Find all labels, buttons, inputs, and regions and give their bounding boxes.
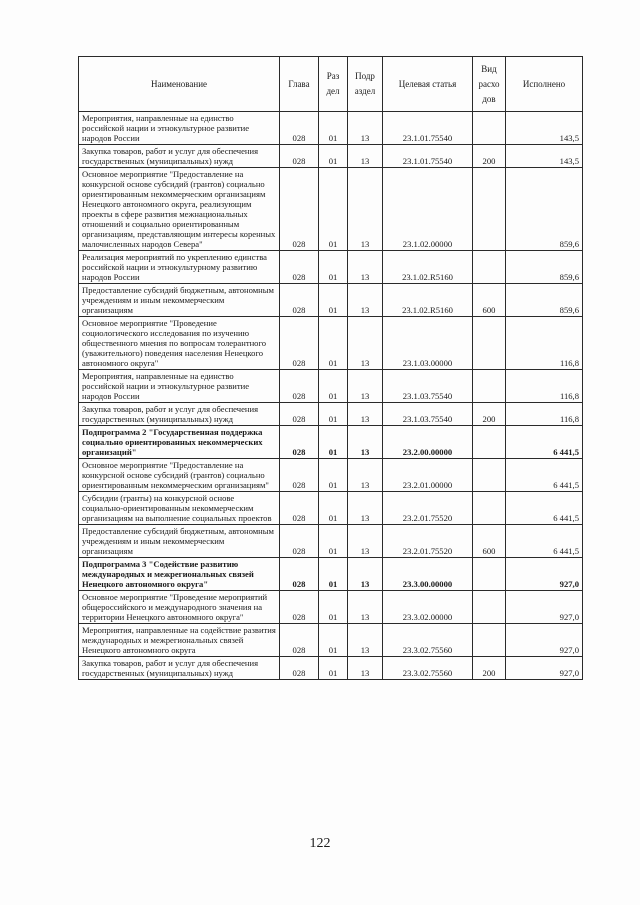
row-name-cell: Подпрограмма 3 "Содействие развитию международных и межрегиональных связей Ненецкого автономного округа" [79,558,280,591]
row-section-cell: 01 [319,492,348,525]
row-expense-type-cell [473,251,506,284]
table-row [79,426,583,459]
header-row [79,57,583,112]
row-article-cell: 23.1.01.75540 [383,112,473,145]
row-subsection-cell: 13 [348,624,383,657]
row-name-cell: Закупка товаров, работ и услуг для обеспечения государственных (муниципальных) нужд [79,145,280,168]
row-section-cell: 01 [319,657,348,680]
row-chapter-cell: 028 [280,370,319,403]
row-executed-cell: 143,5 [506,112,583,145]
row-subsection-cell: 13 [348,591,383,624]
budget-table [78,56,583,680]
row-chapter-cell: 028 [280,459,319,492]
table-row [79,284,583,317]
row-article-cell: 23.3.02.75560 [383,624,473,657]
row-expense-type-cell: 200 [473,657,506,680]
row-subsection-cell: 13 [348,168,383,251]
row-section-cell: 01 [319,284,348,317]
row-chapter-cell: 028 [280,251,319,284]
row-name-cell: Основное мероприятие "Предоставление на конкурсной основе субсидий (грантов) социально ориентированным некоммерческим организациям Ненецкого автономного округа, реализующим проекты в сфере развития межнациональных отношений и социально ориентированным организациям, представляющим интересы коренных малочисленных народов Севера" [79,168,280,251]
row-executed-cell: 6 441,5 [506,492,583,525]
row-subsection-cell: 13 [348,492,383,525]
row-executed-cell: 859,6 [506,168,583,251]
row-subsection-cell: 13 [348,657,383,680]
row-executed-cell: 927,0 [506,591,583,624]
row-expense-type-cell [473,168,506,251]
table-row [79,591,583,624]
row-expense-type-cell [473,624,506,657]
row-name-cell: Основное мероприятие "Проведение социологического исследования по изучению общественного мнения по вопросам толерантного (уважительного) поведения населения Ненецкого автономного округа" [79,317,280,370]
row-section-cell: 01 [319,370,348,403]
row-subsection-cell: 13 [348,558,383,591]
row-executed-cell: 6 441,5 [506,459,583,492]
table-row [79,459,583,492]
row-chapter-cell: 028 [280,145,319,168]
table-row [79,525,583,558]
row-expense-type-cell [473,492,506,525]
header-subsection: Подр аздел [348,57,383,112]
row-section-cell: 01 [319,145,348,168]
row-executed-cell: 927,0 [506,657,583,680]
row-article-cell: 23.1.02.R5160 [383,251,473,284]
row-subsection-cell: 13 [348,459,383,492]
row-chapter-cell: 028 [280,426,319,459]
header-name: Наименование [79,57,280,112]
row-name-cell: Предоставление субсидий бюджетным, автономным учреждениям и иным некоммерческим организациям [79,525,280,558]
row-section-cell: 01 [319,426,348,459]
row-section-cell: 01 [319,525,348,558]
row-executed-cell: 927,0 [506,624,583,657]
table-row [79,317,583,370]
row-section-cell: 01 [319,112,348,145]
row-section-cell: 01 [319,624,348,657]
header-section: Раз дел [319,57,348,112]
row-executed-cell: 859,6 [506,284,583,317]
row-name-cell: Мероприятия, направленные на единство российской нации и этнокультурное развитие народов России [79,112,280,145]
row-name-cell: Закупка товаров, работ и услуг для обеспечения государственных (муниципальных) нужд [79,403,280,426]
row-subsection-cell: 13 [348,426,383,459]
row-expense-type-cell [473,112,506,145]
row-chapter-cell: 028 [280,558,319,591]
row-article-cell: 23.1.03.75540 [383,370,473,403]
row-expense-type-cell: 200 [473,145,506,168]
row-expense-type-cell [473,426,506,459]
row-subsection-cell: 13 [348,284,383,317]
table-row [79,145,583,168]
row-chapter-cell: 028 [280,284,319,317]
row-name-cell: Подпрограмма 2 "Государственная поддержка социально ориентированных некоммерческих организаций" [79,426,280,459]
row-executed-cell: 927,0 [506,558,583,591]
page-number: 122 [309,836,331,851]
row-chapter-cell: 028 [280,591,319,624]
row-name-cell: Предоставление субсидий бюджетным, автономным учреждениям и иным некоммерческим организациям [79,284,280,317]
row-subsection-cell: 13 [348,370,383,403]
row-section-cell: 01 [319,168,348,251]
row-chapter-cell: 028 [280,525,319,558]
table-row [79,558,583,591]
row-article-cell: 23.2.00.00000 [383,426,473,459]
header-expense-type: Вид расхо дов [473,57,506,112]
row-name-cell: Субсидии (гранты) на конкурсной основе социально-ориентированным некоммерческим организациям на выполнение социальных проектов [79,492,280,525]
row-article-cell: 23.1.03.00000 [383,317,473,370]
table-row [79,251,583,284]
row-article-cell: 23.1.03.75540 [383,403,473,426]
table-row [79,492,583,525]
row-chapter-cell: 028 [280,403,319,426]
row-expense-type-cell [473,459,506,492]
row-section-cell: 01 [319,558,348,591]
row-chapter-cell: 028 [280,657,319,680]
row-executed-cell: 6 441,5 [506,426,583,459]
row-section-cell: 01 [319,591,348,624]
row-executed-cell: 116,8 [506,370,583,403]
table-row [79,624,583,657]
header-chapter: Глава [280,57,319,112]
row-expense-type-cell [473,558,506,591]
row-subsection-cell: 13 [348,317,383,370]
row-executed-cell: 6 441,5 [506,525,583,558]
row-article-cell: 23.2.01.00000 [383,459,473,492]
row-name-cell: Основное мероприятие "Проведение мероприятий общероссийского и международного значения на территории Ненецкого автономного округа" [79,591,280,624]
row-article-cell: 23.2.01.75520 [383,492,473,525]
row-chapter-cell: 028 [280,492,319,525]
row-article-cell: 23.1.02.00000 [383,168,473,251]
row-article-cell: 23.3.00.00000 [383,558,473,591]
table-row [79,168,583,251]
table-row [79,370,583,403]
row-subsection-cell: 13 [348,145,383,168]
row-expense-type-cell [473,591,506,624]
row-article-cell: 23.2.01.75520 [383,525,473,558]
row-section-cell: 01 [319,251,348,284]
row-article-cell: 23.1.01.75540 [383,145,473,168]
row-executed-cell: 116,8 [506,403,583,426]
row-section-cell: 01 [319,317,348,370]
row-subsection-cell: 13 [348,251,383,284]
row-subsection-cell: 13 [348,403,383,426]
row-expense-type-cell: 600 [473,284,506,317]
row-chapter-cell: 028 [280,317,319,370]
header-target-article: Целевая статья [383,57,473,112]
row-article-cell: 23.1.02.R5160 [383,284,473,317]
row-expense-type-cell: 200 [473,403,506,426]
table-row [79,403,583,426]
row-article-cell: 23.3.02.75560 [383,657,473,680]
table-row [79,657,583,680]
row-expense-type-cell [473,370,506,403]
row-name-cell: Закупка товаров, работ и услуг для обеспечения государственных (муниципальных) нужд [79,657,280,680]
row-subsection-cell: 13 [348,525,383,558]
row-expense-type-cell: 600 [473,525,506,558]
row-chapter-cell: 028 [280,624,319,657]
row-name-cell: Мероприятия, направленные на содействие развития международных и межрегиональных связей Ненецкого автономного округа [79,624,280,657]
row-executed-cell: 116,8 [506,317,583,370]
row-article-cell: 23.3.02.00000 [383,591,473,624]
row-subsection-cell: 13 [348,112,383,145]
table-body [79,112,583,680]
header-executed: Исполнено [506,57,583,112]
row-chapter-cell: 028 [280,168,319,251]
row-section-cell: 01 [319,403,348,426]
row-executed-cell: 143,5 [506,145,583,168]
row-name-cell: Основное мероприятие "Предоставление на конкурсной основе субсидий (грантов) социально ориентированным некоммерческим организациям" [79,459,280,492]
row-name-cell: Реализация мероприятий по укреплению единства российской нации и этнокультурному развитию народов России [79,251,280,284]
row-section-cell: 01 [319,459,348,492]
table-row [79,112,583,145]
row-expense-type-cell [473,317,506,370]
row-chapter-cell: 028 [280,112,319,145]
row-executed-cell: 859,6 [506,251,583,284]
row-name-cell: Мероприятия, направленные на единство российской нации и этнокультурное развитие народов России [79,370,280,403]
